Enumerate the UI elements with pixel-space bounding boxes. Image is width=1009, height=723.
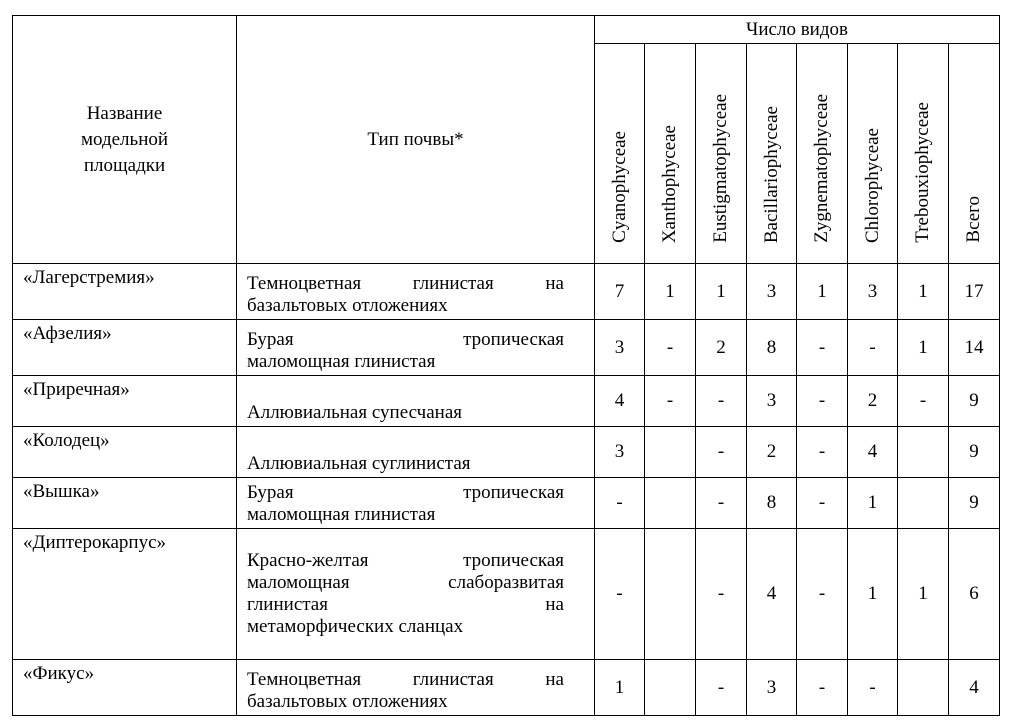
table-row <box>13 376 1000 427</box>
site-name-cell: «Приречная» <box>13 376 237 427</box>
table-row <box>13 264 1000 320</box>
species-count-cell <box>645 660 696 716</box>
table-row <box>13 427 1000 478</box>
species-count-cell: 1 <box>848 478 898 529</box>
species-count-cell: - <box>848 660 898 716</box>
header-class-label: Zygnematophyceae <box>811 94 832 243</box>
site-name-cell: «Вышка» <box>13 478 237 529</box>
species-count-cell <box>898 660 949 716</box>
species-count-cell: 1 <box>848 529 898 660</box>
species-count-cell: 9 <box>949 427 1000 478</box>
species-count-cell: 3 <box>747 376 797 427</box>
table-row <box>13 478 1000 529</box>
species-count-cell: - <box>696 529 747 660</box>
species-count-cell: - <box>645 376 696 427</box>
soil-type-cell <box>237 660 595 716</box>
soil-type-line: Темноцветная глинистая на <box>247 669 564 690</box>
soil-type-line: Красно-желтая тропическая <box>247 550 564 571</box>
species-count-cell: - <box>696 376 747 427</box>
header-class <box>747 44 797 264</box>
species-count-cell: 1 <box>797 264 848 320</box>
header-class-label: Bacillariophyceae <box>760 105 782 243</box>
species-count-cell: 4 <box>595 376 645 427</box>
species-count-cell: 17 <box>949 264 1000 320</box>
species-count-cell: 7 <box>595 264 645 320</box>
soil-type-cell <box>237 320 595 376</box>
species-count-cell: - <box>797 529 848 660</box>
species-count-cell: - <box>645 320 696 376</box>
soil-type-line: Темноцветная глинистая на <box>247 273 564 294</box>
species-count-cell: - <box>696 660 747 716</box>
site-name-cell: «Колодец» <box>13 427 237 478</box>
species-count-cell: - <box>595 478 645 529</box>
soil-type-line: маломощная слаборазвитая <box>247 572 564 593</box>
header-class <box>696 44 747 264</box>
soil-type-line: метаморфических сланцах <box>247 616 464 637</box>
species-count-cell: 14 <box>949 320 1000 376</box>
soil-type-line: базальтовых отложениях <box>247 691 448 712</box>
soil-type-line: Бурая тропическая <box>247 482 564 503</box>
soil-type-cell <box>237 376 595 427</box>
species-count-cell: 1 <box>645 264 696 320</box>
species-count-cell: - <box>898 376 949 427</box>
header-class-label: Всего <box>963 196 984 243</box>
header-class-label: Trebouxiophyceae <box>912 102 933 243</box>
soil-type-line: маломощная глинистая <box>247 504 436 525</box>
header-soil-type: Тип почвы* <box>237 16 595 264</box>
table-row <box>13 320 1000 376</box>
species-count-cell: - <box>797 660 848 716</box>
soil-type-cell <box>237 427 595 478</box>
header-class <box>949 44 1000 264</box>
soil-type-line: Аллювиальная суглинистая <box>247 453 471 474</box>
species-count-cell: - <box>696 427 747 478</box>
species-count-cell: 3 <box>848 264 898 320</box>
species-count-cell: 1 <box>898 529 949 660</box>
species-table <box>12 15 1000 716</box>
species-count-cell: 4 <box>848 427 898 478</box>
species-count-cell: 3 <box>747 660 797 716</box>
species-count-cell: 6 <box>949 529 1000 660</box>
species-count-cell: - <box>797 320 848 376</box>
species-count-cell: 1 <box>595 660 645 716</box>
header-class <box>898 44 949 264</box>
header-class-label: Chlorophyceae <box>861 127 883 243</box>
table-row <box>13 529 1000 660</box>
species-count-cell: - <box>797 376 848 427</box>
site-name-cell: «Фикус» <box>13 660 237 716</box>
species-count-cell: 2 <box>747 427 797 478</box>
site-name-cell: «Афзелия» <box>13 320 237 376</box>
species-count-cell: 3 <box>595 427 645 478</box>
species-count-cell: - <box>797 478 848 529</box>
soil-type-cell <box>237 529 595 660</box>
species-count-cell <box>645 529 696 660</box>
soil-type-cell <box>237 478 595 529</box>
species-count-cell: 4 <box>949 660 1000 716</box>
header-class <box>645 44 696 264</box>
species-count-cell: 2 <box>696 320 747 376</box>
species-count-cell <box>645 478 696 529</box>
species-count-cell: 9 <box>949 376 1000 427</box>
species-count-cell: 3 <box>747 264 797 320</box>
species-count-cell <box>898 478 949 529</box>
species-count-cell: 3 <box>595 320 645 376</box>
species-count-cell: 1 <box>696 264 747 320</box>
header-site-name: Название модельной площадки <box>13 16 237 264</box>
soil-type-line: базальтовых отложениях <box>247 295 448 316</box>
soil-type-line: глинистая на <box>247 594 564 615</box>
species-count-cell: 1 <box>898 264 949 320</box>
header-class <box>595 44 645 264</box>
soil-type-line: Аллювиальная супесчаная <box>247 402 462 423</box>
species-count-cell: 9 <box>949 478 1000 529</box>
header-class <box>848 44 898 264</box>
species-count-cell: 8 <box>747 320 797 376</box>
species-count-cell: - <box>797 427 848 478</box>
species-count-cell: 2 <box>848 376 898 427</box>
header-class <box>797 44 848 264</box>
site-name-cell: «Диптерокарпус» <box>13 529 237 660</box>
species-count-cell: 8 <box>747 478 797 529</box>
header-species-count: Число видов <box>595 16 1000 44</box>
header-class-label: Xanthophyceae <box>659 124 680 243</box>
species-count-cell: - <box>595 529 645 660</box>
soil-type-line: Бурая тропическая <box>247 329 564 350</box>
soil-type-line: маломощная глинистая <box>247 351 436 372</box>
species-count-cell: - <box>848 320 898 376</box>
site-name-cell: «Лагерстремия» <box>13 264 237 320</box>
species-count-cell: 4 <box>747 529 797 660</box>
species-count-cell: - <box>696 478 747 529</box>
header-class-label: Cyanophyceae <box>608 131 630 243</box>
soil-type-cell <box>237 264 595 320</box>
header-class-label: Eustigmatophyceae <box>710 94 731 243</box>
species-count-cell <box>898 427 949 478</box>
table-row <box>13 660 1000 716</box>
species-count-cell <box>645 427 696 478</box>
species-count-cell: 1 <box>898 320 949 376</box>
